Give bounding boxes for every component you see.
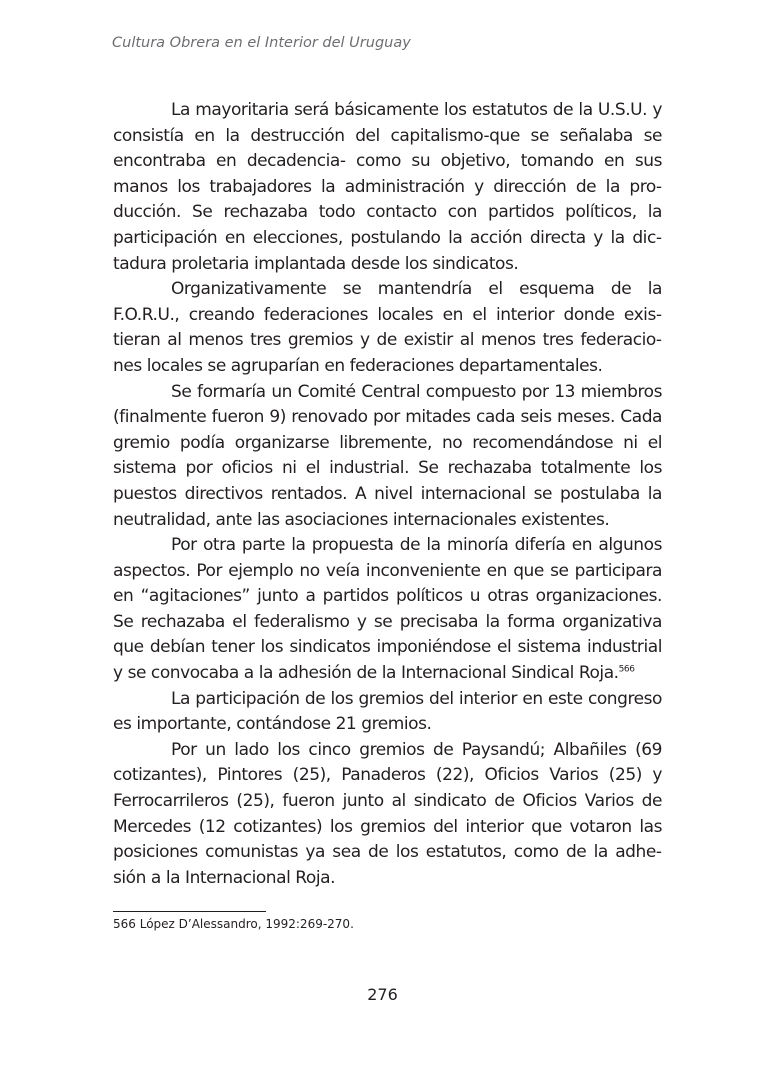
paragraph: La mayoritaria será básicamente los estatutos de la U.S.U. y consistía en la destrucción del capitalismo-que se señalaba se encontraba en decadencia- como su objetivo, tomando en sus manos los trabajadores la administración y dirección de la producción. Se rechazaba todo contacto con partidos políticos, la participación en elecciones, postulando la acción directa y la dictadura proletaria implantada desde los sindicatos. <box>113 100 662 274</box>
paragraph: Se formaría un Comité Central compuesto por 13 miembros (finalmente fueron 9) renovado por mitades cada seis meses. Cada gremio podía organizarse libremente, no recomendándose ni el sistema por oficios ni el industrial. Se rechazaba totalmente los puestos directivos rentados. A nivel internacional se postulaba la neutralidad, ante las asociaciones internacionales existentes. <box>113 381 662 530</box>
body-text <box>113 98 662 891</box>
paragraph: La participación de los gremios del interior en este congreso es importante, contándose 21 gremios. <box>113 688 662 735</box>
running-header: Cultura Obrera en el Interior del Uruguay <box>112 35 411 51</box>
paragraph-text: Por otra parte la propuesta de la minoría difería en algunos aspectos. Por ejemplo no veía inconveniente en que se participara en “agitaciones” junto a partidos políticos u otras organizaciones. Se rechazaba el federalismo y se precisaba la forma organizativa que debían tener los sindicatos imponiéndose el sistema industrial y se convocaba a la adhesión de la Internacional Sindical Roja. <box>113 535 662 684</box>
footnote-reference[interactable]: 566 <box>618 664 635 675</box>
paragraph-with-footnote <box>113 533 662 687</box>
paragraph: Organizativamente se mantendría el esquema de la F.O.R.U., creando federaciones locales en el interior donde existieran al menos tres gremios y de existir al menos tres federaciones locales se agruparían en federaciones departamentales. <box>113 279 662 376</box>
paragraph: Por un lado los cinco gremios de Paysandú; Albañiles (69 cotizantes), Pintores (25), Panaderos (22), Oficios Varios (25) y Ferrocarrileros (25), fueron junto al sindicato de Oficios Varios de Mercedes (12 cotizantes) los gremios del interior que votaron las posiciones comunistas ya sea de los estatutos, como de la adhesión a la Internacional Roja. <box>113 739 662 888</box>
footnote: 566 López D’Alessandro, 1992:269-270. <box>113 917 354 931</box>
page-number: 276 <box>367 985 398 1004</box>
footnote-divider <box>113 911 266 912</box>
